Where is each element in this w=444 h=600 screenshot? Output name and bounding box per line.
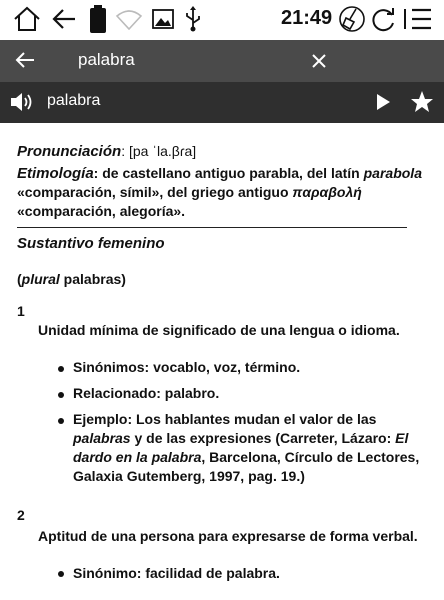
example-line-2: palabras y de las expresiones (Carreter, Lázaro: El	[73, 430, 409, 446]
headword: palabra	[47, 92, 101, 109]
search-back-icon[interactable]	[14, 49, 36, 76]
bullet	[58, 571, 64, 577]
example-line-3: dardo en la palabra, Barcelona, Círculo de Lectores,	[73, 449, 420, 465]
home-icon[interactable]	[12, 5, 42, 33]
sense-number-1: 1	[17, 303, 25, 319]
etymology-line-2: «comparación, símil», del griego antiguo παραβολή	[17, 184, 362, 200]
bullet	[58, 418, 64, 424]
speaker-icon[interactable]	[9, 91, 35, 118]
favorite-star-icon[interactable]	[410, 90, 434, 119]
part-of-speech: Sustantivo femenino	[17, 235, 165, 252]
search-input[interactable]: palabra	[78, 50, 135, 69]
menu-icon[interactable]	[403, 7, 433, 31]
synonym-2: Sinónimo: facilidad de palabra.	[73, 565, 280, 581]
clear-search-icon[interactable]	[308, 50, 330, 77]
related: Relacionado: palabro.	[73, 385, 220, 401]
battery-icon	[89, 4, 107, 34]
image-icon	[152, 9, 174, 29]
wifi-icon	[115, 8, 143, 30]
pronunciation: Pronunciación: [pa ˈla.βɾa]	[17, 143, 197, 160]
status-bar	[0, 0, 444, 38]
sense-definition-1: Unidad mínima de significado de una lengua o idioma.	[38, 322, 400, 338]
sense-definition-2: Aptitud de una persona para expresarse de forma verbal.	[38, 528, 418, 544]
etymology: Etimología: de castellano antiguo parabla, del latín parabola	[17, 165, 422, 182]
etymology-line-3: «comparación, alegoría».	[17, 203, 186, 219]
plural-form: (plural palabras)	[17, 271, 126, 287]
refresh-icon[interactable]	[369, 5, 397, 33]
bullet	[58, 366, 64, 372]
usb-icon	[183, 6, 203, 32]
clock: 21:49	[281, 7, 333, 29]
definition-content	[0, 123, 444, 600]
bullet	[58, 392, 64, 398]
example-line-4: Galaxia Gutemberg, 1997, pag. 19.)	[73, 468, 305, 484]
back-icon[interactable]	[50, 5, 78, 33]
play-icon[interactable]	[374, 92, 392, 117]
synonyms: Sinónimos: vocablo, voz, término.	[73, 359, 301, 375]
sense-number-2: 2	[17, 507, 25, 523]
divider	[17, 227, 407, 228]
clean-broom-icon[interactable]	[338, 4, 366, 34]
example-line-1: Ejemplo: Los hablantes mudan el valor de las	[73, 411, 377, 427]
headword-bar	[0, 82, 444, 123]
search-bar	[0, 40, 444, 82]
